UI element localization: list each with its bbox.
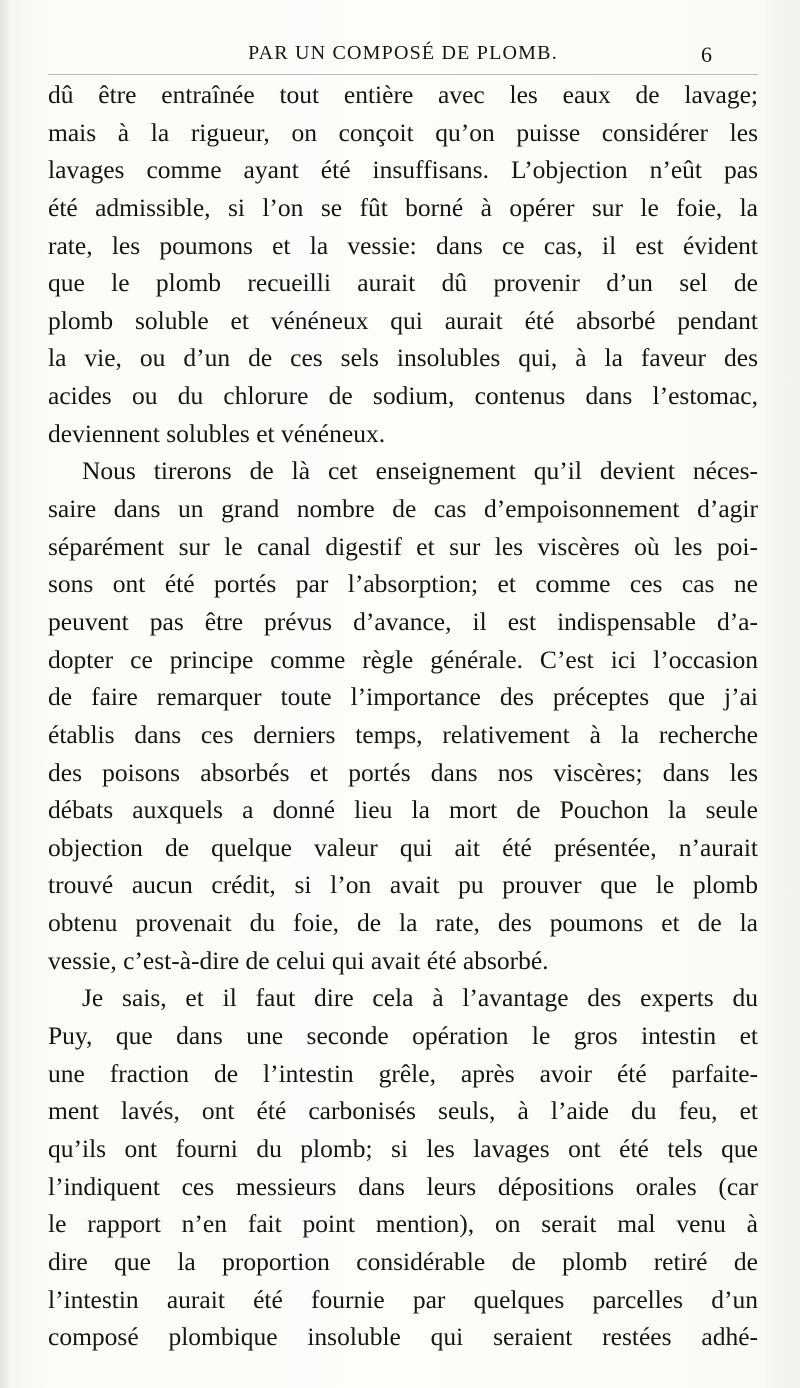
- paragraph-2: [48, 452, 758, 979]
- text-line: dire que la proportion considérable de plomb retiré de: [48, 1246, 758, 1276]
- text-line: Puy, que dans une seconde opération le gros intestin et: [48, 1021, 758, 1051]
- text-line: obtenu provenait du foie, de la rate, des poumons et de la: [48, 908, 758, 938]
- text-line: mais à la rigueur, on conçoit qu’on puisse considérer les: [48, 117, 758, 147]
- text-line: le rapport n’en fait point mention), on serait mal venu à: [48, 1209, 758, 1239]
- text-line: que le plomb recueilli aurait dû provenir d’un sel de: [48, 268, 758, 298]
- page-header: [48, 40, 758, 75]
- text-line: peuvent pas être prévus d’avance, il est indispensable d’a-: [48, 606, 758, 636]
- text-line: l’intestin aurait été fournie par quelques parcelles d’un: [48, 1284, 758, 1314]
- paragraph-3: [48, 979, 758, 1355]
- text-line: deviennent solubles et vénéneux.: [48, 418, 386, 448]
- text-line: l’indiquent ces messieurs dans leurs dépositions orales (car: [48, 1171, 758, 1201]
- paragraph-1: [48, 76, 758, 452]
- text-line: la vie, ou d’un de ces sels insolubles qui, à la faveur des: [48, 343, 758, 373]
- text-line: saire dans un grand nombre de cas d’empoisonnement d’agir: [48, 494, 758, 524]
- page-edge-shadow: [0, 0, 10, 1388]
- text-line: de faire remarquer toute l’importance des préceptes que j’ai: [48, 682, 758, 712]
- text-line: séparément sur le canal digestif et sur les viscères où les poi-: [48, 531, 758, 561]
- text-line: sons ont été portés par l’absorption; et comme ces cas ne: [48, 569, 758, 599]
- text-line: objection de quelque valeur qui ait été présentée, n’aurait: [48, 832, 758, 862]
- text-line: des poisons absorbés et portés dans nos viscères; dans les: [48, 757, 758, 787]
- text-line: dopter ce principe comme règle générale. C’est ici l’occasion: [48, 644, 758, 674]
- text-line: rate, les poumons et la vessie: dans ce cas, il est évident: [48, 230, 758, 260]
- text-line: lavages comme ayant été insuffisans. L’objection n’eût pas: [48, 155, 758, 185]
- page-number: 6: [701, 42, 712, 67]
- text-line: dû être entraînée tout entière avec les eaux de lavage;: [48, 80, 758, 109]
- running-head: PAR UN COMPOSÉ DE PLOMB.: [248, 42, 558, 64]
- text-line: vessie, c’est-à-dire de celui qui avait été absorbé.: [48, 945, 549, 975]
- text-line: une fraction de l’intestin grêle, après avoir été parfaite-: [48, 1058, 758, 1088]
- text-line: établis dans ces derniers temps, relativement à la recherche: [48, 719, 758, 749]
- text-line: composé plombique insoluble qui seraient restées adhé-: [48, 1322, 758, 1352]
- text-line: qu’ils ont fourni du plomb; si les lavages ont été tels que: [48, 1133, 758, 1163]
- text-line: trouvé aucun crédit, si l’on avait pu prouver que le plomb: [48, 870, 758, 900]
- body-text: [48, 76, 758, 1356]
- text-line: acides ou du chlorure de sodium, contenus dans l’estomac,: [48, 381, 758, 411]
- text-line: Nous tirerons de là cet enseignement qu’il devient néces-: [82, 456, 758, 486]
- text-line: Je sais, et il faut dire cela à l’avantage des experts du: [82, 983, 758, 1013]
- text-line: débats auxquels a donné lieu la mort de Pouchon la seule: [48, 795, 758, 825]
- text-line: été admissible, si l’on se fût borné à opérer sur le foie, la: [48, 192, 758, 222]
- text-line: ment lavés, ont été carbonisés seuls, à l’aide du feu, et: [48, 1096, 758, 1126]
- text-line: plomb soluble et vénéneux qui aurait été absorbé pendant: [48, 305, 758, 335]
